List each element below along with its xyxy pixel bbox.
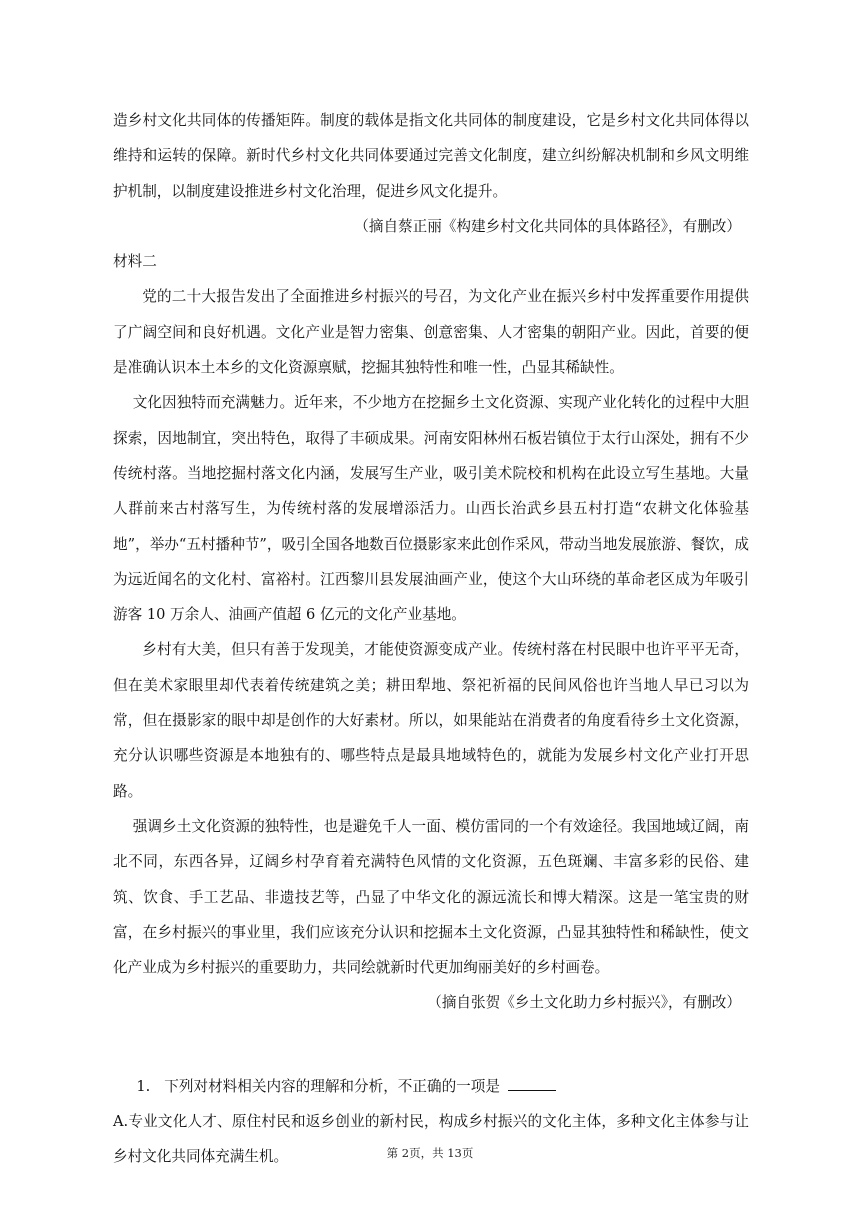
- source-citation: （摘自张贺《乡土文化助力乡村振兴》，有删改）: [427, 994, 741, 1012]
- question-stem: [113, 1069, 749, 1104]
- question-option-a: A.专业文化人才、原住村民和返乡创业的新村民，构成乡村振兴的文化主体，多种文化主体参与让乡村文化共同体充满生机。: [113, 1113, 749, 1166]
- paragraph: 党的二十大报告发出了全面推进乡村振兴的号召，为文化产业在振兴乡村中发挥重要作用提供了广阔空间和良好机遇。文化产业是智力密集、创意密集、人才密集的朝阳产业。因此，首要的便是准确认识本土本乡的文化资源禀赋，挖掘其独特性和唯一性，凸显其稀缺性。: [113, 288, 749, 377]
- paragraph: 强调乡土文化资源的独特性，也是避免千人一面、模仿雷同的一个有效途径。我国地域辽阔，南北不同，东西各异，辽阔乡村孕育着充满特色风情的文化资源，五色斑斓、丰富多彩的民俗、建筑、饮食、手工艺品、非遗技艺等，凸显了中华文化的源远流长和博大精深。这是一笔宝贵的财富，在乡村振兴的事业里，我们应该充分认识和挖掘本土文化资源，凸显其独特性和稀缺性，使文化产业成为乡村振兴的重要助力，共同绘就新时代更加绚丽美好的乡村画卷。: [113, 817, 749, 977]
- spacer: [113, 1021, 749, 1069]
- question-text: 下列对材料相关内容的理解和分析，不正确的一项是: [164, 1077, 500, 1095]
- page-content: [113, 103, 749, 1175]
- section-heading: 材料二: [113, 253, 157, 271]
- paragraph: 乡村有大美，但只有善于发现美，才能使资源变成产业。传统村落在村民眼中也许平平无奇，但在美术家眼里却代表着传统建筑之美；耕田犁地、祭祀祈福的民间风俗也许当地人早已习以为常，但在摄影家的眼中却是创作的大好素材。所以，如果能站在消费者的角度看待乡土文化资源，充分认识哪些资源是本地独有的、哪些特点是最具地域特色的，就能为发展乡村文化产业打开思路。: [113, 641, 749, 800]
- answer-blank: [508, 1077, 556, 1091]
- page-footer: 第 2页，共 13页: [386, 1146, 474, 1160]
- paragraph: 文化因独特而充满魅力。近年来，不少地方在挖掘乡土文化资源、实现产业化转化的过程中大胆探索，因地制宜，突出特色，取得了丰硕成果。河南安阳林州石板岩镇位于太行山深处，拥有不少传统村落。当地挖掘村落文化内涵，发展写生产业，吸引美术院校和机构在此设立写生基地。大量人群前来古村落写生，为传统村落的发展增添活力。山西长治武乡县五村打造“农耕文化体验基地”，举办“五村播种节”，吸引全国各地数百位摄影家来此创作采风，带动当地发展旅游、餐饮，成为远近闻名的文化村、富裕村。江西黎川县发展油画产业，使这个大山环绕的革命老区成为年吸引游客 10 万余人、油画产值超 6 亿元的文化产业基地。: [113, 394, 749, 624]
- source-citation: （摘自蔡正丽《构建乡村文化共同体的具体路径》，有删改）: [354, 217, 741, 235]
- question-number: 1.: [136, 1077, 151, 1095]
- paragraph-continuation: 造乡村文化共同体的传播矩阵。制度的载体是指文化共同体的制度建设，它是乡村文化共同体得以维持和运转的保障。新时代乡村文化共同体要通过完善文化制度，建立纠纷解决机制和乡风文明维护机制，以制度建设推进乡村文化治理，促进乡风文化提升。: [113, 112, 749, 200]
